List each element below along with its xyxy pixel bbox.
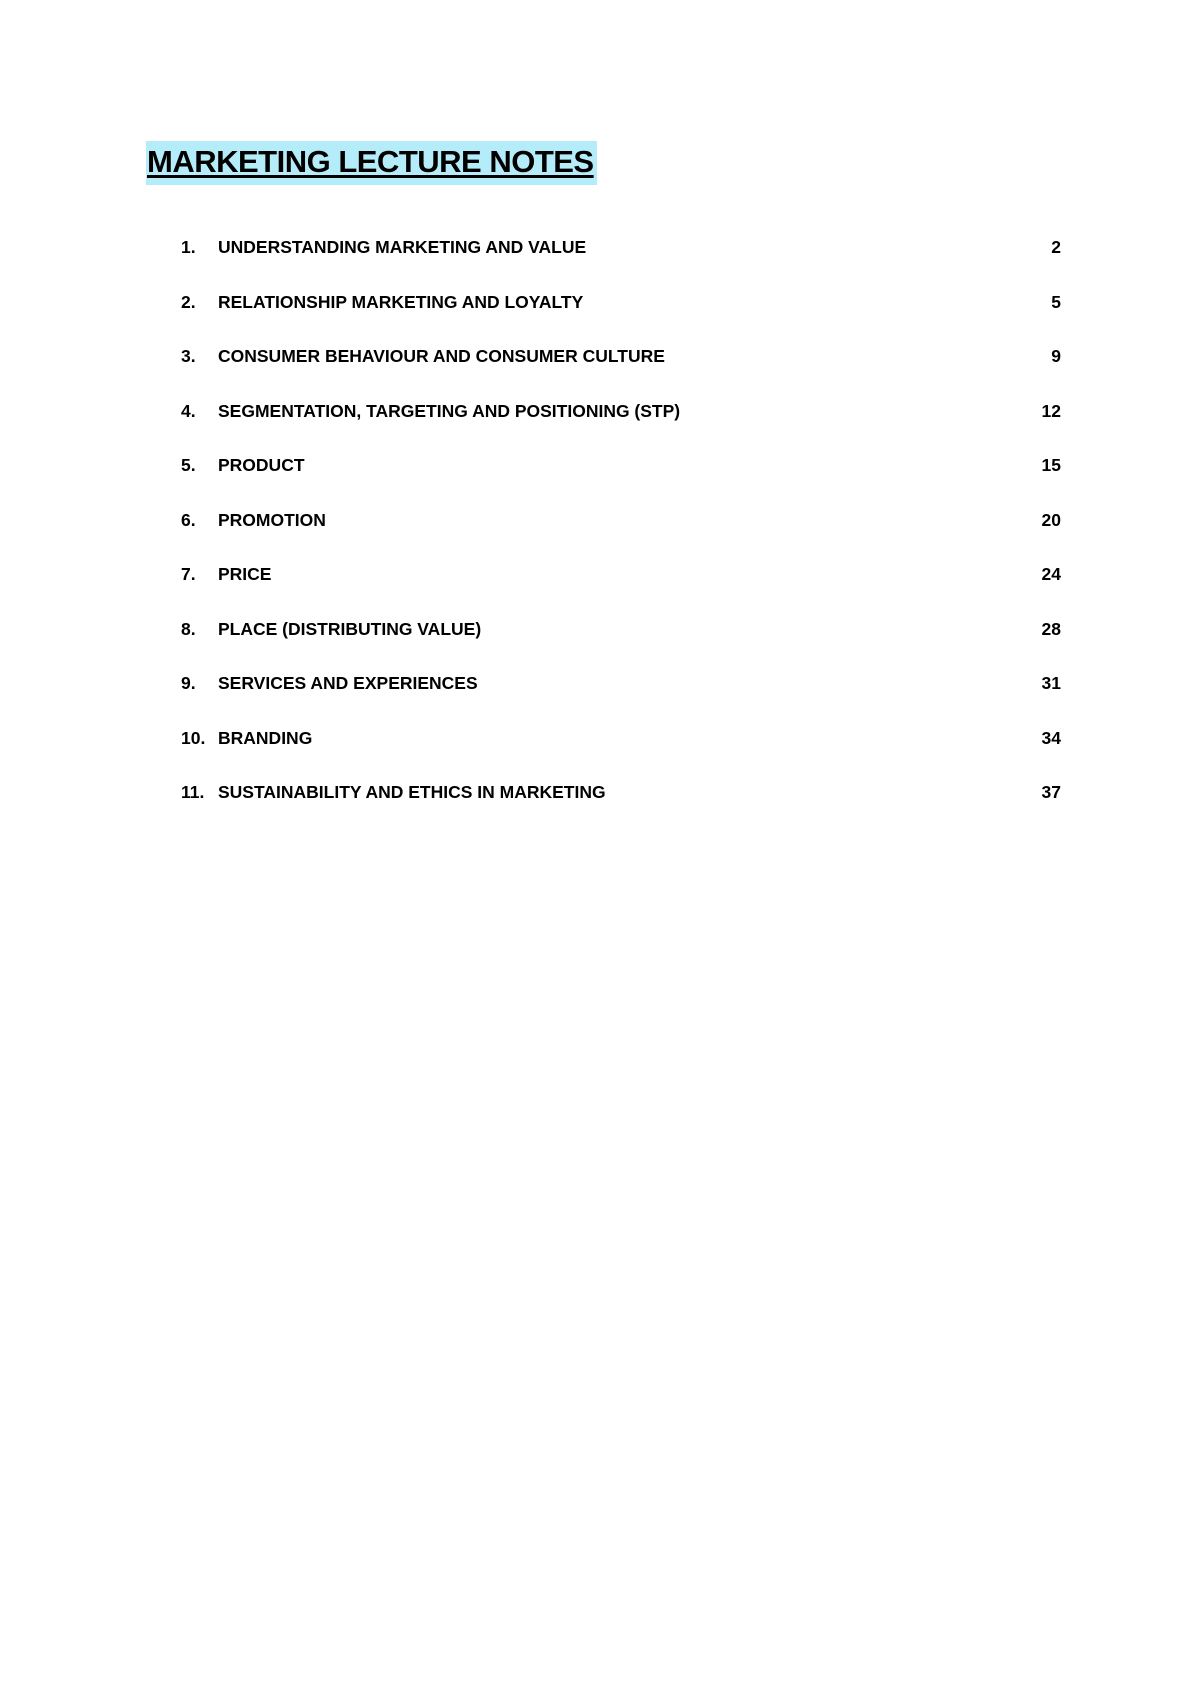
- toc-entry-page: 5: [1051, 291, 1061, 312]
- document-title: MARKETING LECTURE NOTES: [146, 141, 597, 185]
- toc-entry[interactable]: [181, 283, 1061, 338]
- toc-entry[interactable]: [181, 610, 1061, 665]
- toc-entry[interactable]: [181, 392, 1061, 447]
- toc-entry-number: 5.: [181, 455, 196, 475]
- toc-entry-number: 1.: [181, 237, 196, 257]
- toc-entry-title: SUSTAINABILITY AND ETHICS IN MARKETING: [218, 782, 606, 802]
- toc-entry-number: 4.: [181, 400, 196, 421]
- toc-entry[interactable]: [181, 664, 1061, 719]
- toc-entry-title: PLACE (DISTRIBUTING VALUE): [218, 618, 482, 639]
- toc-entry-page: 9: [1051, 346, 1061, 366]
- toc-entry-page: 31: [1041, 673, 1061, 693]
- toc-entry-number: 8.: [181, 618, 196, 639]
- toc-entry-page: 15: [1041, 455, 1061, 475]
- toc-entry[interactable]: [181, 446, 1061, 501]
- toc-entry[interactable]: [181, 501, 1061, 556]
- toc-entry-title: CONSUMER BEHAVIOUR AND CONSUMER CULTURE: [218, 346, 665, 366]
- toc-entry[interactable]: [181, 228, 1061, 283]
- toc-entry-page: 2: [1051, 237, 1061, 257]
- toc-entry[interactable]: [181, 337, 1061, 392]
- toc-entry-number: 11.: [181, 782, 205, 802]
- toc-entry-title: BRANDING: [218, 727, 313, 748]
- toc-entry-number: 3.: [181, 346, 196, 366]
- toc-entry[interactable]: [181, 555, 1061, 610]
- toc-entry-number: 7.: [181, 564, 196, 584]
- toc-entry-title: PRODUCT: [218, 455, 305, 475]
- toc-entry-title: PRICE: [218, 564, 272, 584]
- toc-entry-page: 24: [1041, 564, 1061, 584]
- title-block: [146, 141, 597, 185]
- toc-entry-title: SERVICES AND EXPERIENCES: [218, 673, 478, 693]
- toc-entry-page: 37: [1041, 782, 1061, 802]
- toc-entry-title: UNDERSTANDING MARKETING AND VALUE: [218, 237, 587, 257]
- toc-entry-page: 34: [1041, 727, 1061, 748]
- toc-entry-title: RELATIONSHIP MARKETING AND LOYALTY: [218, 291, 584, 312]
- toc-entry-number: 2.: [181, 291, 196, 312]
- toc-entry-number: 6.: [181, 509, 196, 530]
- toc-entry-page: 20: [1041, 509, 1061, 530]
- toc-entry[interactable]: [181, 719, 1061, 774]
- toc-entry-number: 10.: [181, 727, 206, 748]
- toc-entry-page: 12: [1041, 400, 1061, 421]
- table-of-contents: [181, 228, 1061, 828]
- toc-entry-number: 9.: [181, 673, 196, 693]
- toc-entry-page: 28: [1041, 618, 1061, 639]
- toc-entry[interactable]: [181, 773, 1061, 828]
- toc-entry-title: PROMOTION: [218, 509, 326, 530]
- toc-entry-title: SEGMENTATION, TARGETING AND POSITIONING (STP): [218, 400, 681, 421]
